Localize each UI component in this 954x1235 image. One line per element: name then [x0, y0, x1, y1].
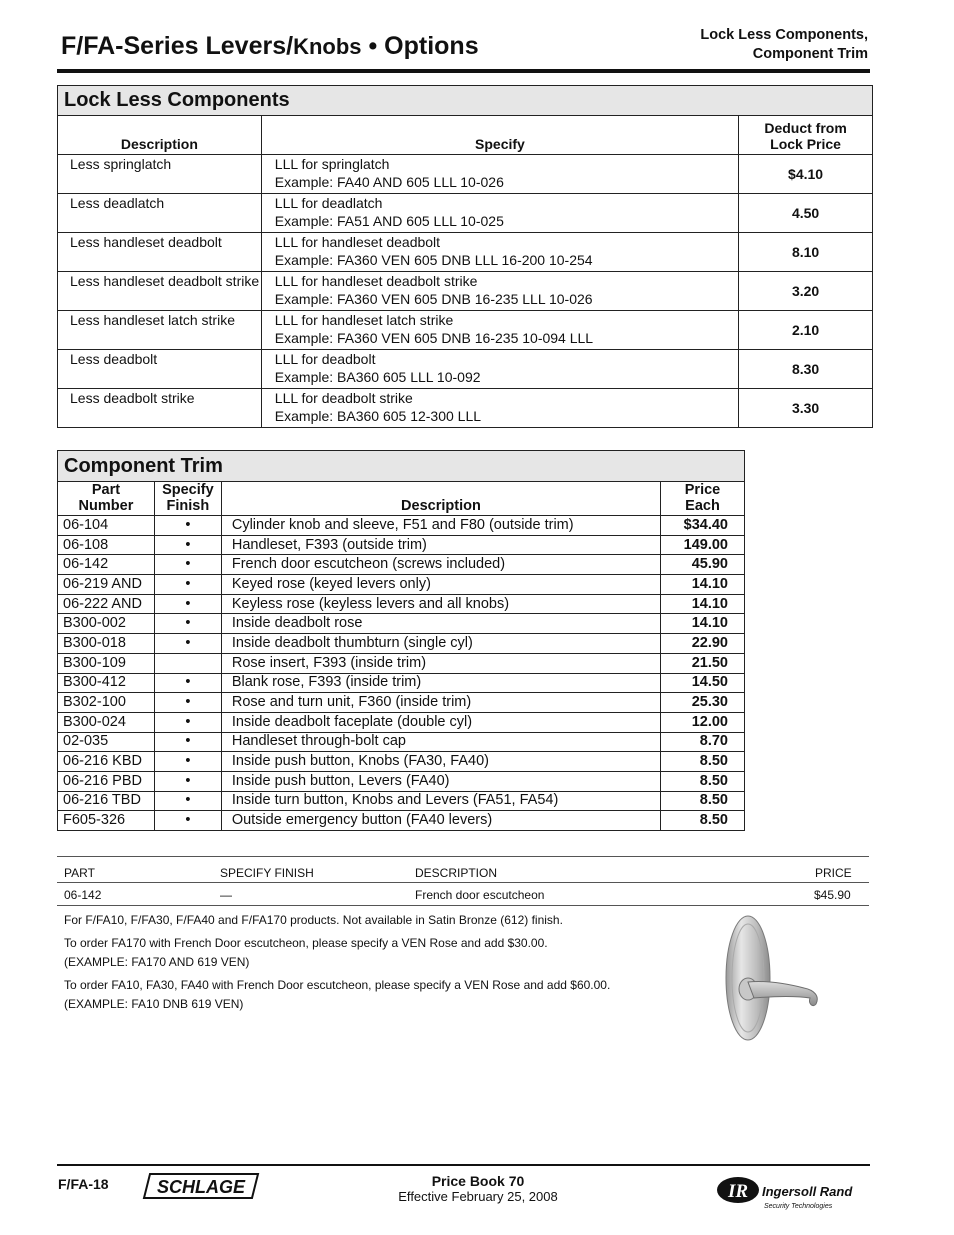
row-specify-finish: •	[154, 791, 221, 811]
footer-rule	[57, 1164, 870, 1166]
table-row	[58, 614, 745, 634]
row-part-number: B300-412	[58, 673, 155, 693]
row-price: 8.50	[661, 791, 745, 811]
table-row	[58, 155, 873, 194]
row-description: Outside emergency button (FA40 levers)	[221, 811, 660, 831]
row-specify-finish: •	[154, 752, 221, 772]
row-description: Inside deadbolt thumbturn (single cyl)	[221, 634, 660, 654]
rule	[57, 856, 869, 857]
row-description: Inside deadbolt rose	[221, 614, 660, 634]
row-description: Less handleset deadbolt strike	[58, 272, 262, 311]
schlage-logo	[140, 1171, 262, 1201]
row-specify: LLL for deadbolt Example: BA360 605 LLL 10-092	[261, 350, 738, 389]
row-price: 45.90	[661, 555, 745, 575]
ingersoll-rand-logo	[716, 1172, 866, 1212]
table-header-row	[58, 116, 873, 155]
page-number: F/FA-18	[58, 1176, 109, 1192]
table-row	[58, 594, 745, 614]
row-specify: LLL for handleset latch strike Example: FA360 VEN 605 DNB 16-235 10-094 LLL	[261, 311, 738, 350]
row-price: 8.50	[661, 771, 745, 791]
row-description: Cylinder knob and sleeve, F51 and F80 (outside trim)	[221, 516, 660, 536]
table-row	[58, 693, 745, 713]
row-specify-finish: •	[154, 516, 221, 536]
col-part: PART	[64, 866, 95, 880]
component-trim-title: Component Trim	[57, 450, 745, 481]
escutcheon-description: French door escutcheon	[415, 888, 545, 902]
col-specify-finish: Specify Finish	[154, 482, 221, 516]
row-specify-finish: •	[154, 771, 221, 791]
row-description: Rose and turn unit, F360 (inside trim)	[221, 693, 660, 713]
col-description: DESCRIPTION	[415, 866, 498, 880]
row-price: 25.30	[661, 693, 745, 713]
escutcheon-finish: —	[220, 888, 232, 902]
table-row	[58, 535, 745, 555]
table-header-row	[58, 482, 745, 516]
row-part-number: 06-222 AND	[58, 594, 155, 614]
header-rule	[57, 69, 870, 73]
row-specify-finish: •	[154, 614, 221, 634]
row-part-number: 06-142	[58, 555, 155, 575]
svg-text:Ingersoll Rand: Ingersoll Rand	[762, 1184, 853, 1199]
col-description: Description	[58, 116, 262, 155]
table-row	[58, 712, 745, 732]
row-deduct-price: $4.10	[739, 155, 873, 194]
row-part-number: B300-109	[58, 653, 155, 673]
table-row	[58, 272, 873, 311]
row-price: 22.90	[661, 634, 745, 654]
row-price: 8.50	[661, 811, 745, 831]
row-deduct-price: 3.30	[739, 389, 873, 428]
table-row	[58, 311, 873, 350]
row-description: Keyed rose (keyed levers only)	[221, 575, 660, 595]
row-part-number: B300-024	[58, 712, 155, 732]
col-description: Description	[221, 482, 660, 516]
escutcheon-part: 06-142	[64, 888, 102, 902]
col-price-each: Price Each	[661, 482, 745, 516]
effective-date: Effective February 25, 2008	[398, 1189, 558, 1204]
row-part-number: 02-035	[58, 732, 155, 752]
row-part-number: 06-216 KBD	[58, 752, 155, 772]
section-index-line1: Lock Less Components,	[700, 27, 868, 43]
col-specify: Specify	[261, 116, 738, 155]
row-price: $34.40	[661, 516, 745, 536]
row-description: Inside push button, Knobs (FA30, FA40)	[221, 752, 660, 772]
note: (EXAMPLE: FA10 DNB 619 VEN)	[64, 997, 244, 1011]
row-description: Inside deadbolt faceplate (double cyl)	[221, 712, 660, 732]
table-row	[58, 389, 873, 428]
row-specify-finish: •	[154, 555, 221, 575]
row-description: Keyless rose (keyless levers and all knobs)	[221, 594, 660, 614]
row-part-number: B302-100	[58, 693, 155, 713]
price-book-title: Price Book 70	[431, 1173, 525, 1189]
row-specify-finish: •	[154, 594, 221, 614]
row-part-number: 06-219 AND	[58, 575, 155, 595]
table-row	[58, 555, 745, 575]
table-row	[58, 791, 745, 811]
row-description: Less deadbolt	[58, 350, 262, 389]
col-deduct: Deduct from Lock Price	[739, 116, 873, 155]
svg-text:Security Technologies: Security Technologies	[764, 1203, 833, 1210]
table-row	[58, 233, 873, 272]
row-part-number: 06-108	[58, 535, 155, 555]
row-price: 14.10	[661, 575, 745, 595]
row-specify-finish: •	[154, 575, 221, 595]
component-trim-table	[57, 481, 745, 831]
row-part-number: 06-216 TBD	[58, 791, 155, 811]
row-specify: LLL for handleset deadbolt Example: FA360 VEN 605 DNB LLL 16-200 10-254	[261, 233, 738, 272]
lock-less-title: Lock Less Components	[57, 85, 873, 115]
row-part-number: B300-002	[58, 614, 155, 634]
row-specify-finish: •	[154, 634, 221, 654]
row-specify-finish: •	[154, 811, 221, 831]
table-row	[58, 732, 745, 752]
table-row	[58, 811, 745, 831]
row-specify-finish: •	[154, 673, 221, 693]
row-description: Handleset, F393 (outside trim)	[221, 535, 660, 555]
note: To order FA10, FA30, FA40 with French Door escutcheon, please specify a VEN Rose and add $60.00.	[64, 978, 611, 992]
row-description: Less springlatch	[58, 155, 262, 194]
row-price: 14.10	[661, 614, 745, 634]
col-specify-finish: SPECIFY FINISH	[220, 866, 314, 880]
row-description: Less deadbolt strike	[58, 389, 262, 428]
escutcheon-price: $45.90	[814, 888, 851, 902]
rule	[57, 882, 869, 883]
row-description: Blank rose, F393 (inside trim)	[221, 673, 660, 693]
table-row	[58, 752, 745, 772]
row-deduct-price: 4.50	[739, 194, 873, 233]
row-part-number: B300-018	[58, 634, 155, 654]
svg-text:IR: IR	[727, 1181, 749, 1202]
table-row	[58, 634, 745, 654]
row-deduct-price: 8.10	[739, 233, 873, 272]
row-description: French door escutcheon (screws included)	[221, 555, 660, 575]
row-description: Inside turn button, Knobs and Levers (FA51, FA54)	[221, 791, 660, 811]
row-description: Handleset through-bolt cap	[221, 732, 660, 752]
row-price: 12.00	[661, 712, 745, 732]
rule	[57, 905, 869, 906]
table-row	[58, 516, 745, 536]
row-description: Less handleset latch strike	[58, 311, 262, 350]
table-row	[58, 653, 745, 673]
row-part-number: 06-104	[58, 516, 155, 536]
row-description: Less handleset deadbolt	[58, 233, 262, 272]
section-index-line2: Component Trim	[752, 46, 868, 62]
row-deduct-price: 2.10	[739, 311, 873, 350]
row-deduct-price: 8.30	[739, 350, 873, 389]
row-description: Rose insert, F393 (inside trim)	[221, 653, 660, 673]
note: To order FA170 with French Door escutcheon, please specify a VEN Rose and add $30.00.	[64, 936, 548, 950]
notes	[64, 911, 610, 1014]
row-price: 14.50	[661, 673, 745, 693]
row-specify-finish	[154, 653, 221, 673]
table-row	[58, 194, 873, 233]
row-description: Inside push button, Levers (FA40)	[221, 771, 660, 791]
table-row	[58, 350, 873, 389]
row-part-number: F605-326	[58, 811, 155, 831]
svg-text:SCHLAGE: SCHLAGE	[156, 1177, 246, 1197]
row-specify: LLL for handleset deadbolt strike Example: FA360 VEN 605 DNB 16-235 LLL 10-026	[261, 272, 738, 311]
row-part-number: 06-216 PBD	[58, 771, 155, 791]
row-specify-finish: •	[154, 712, 221, 732]
row-specify-finish: •	[154, 732, 221, 752]
row-specify-finish: •	[154, 693, 221, 713]
row-deduct-price: 3.20	[739, 272, 873, 311]
escutcheon-lever-image	[718, 912, 830, 1046]
row-specify-finish: •	[154, 535, 221, 555]
row-description: Less deadlatch	[58, 194, 262, 233]
row-price: 8.50	[661, 752, 745, 772]
row-specify: LLL for deadbolt strike Example: BA360 605 12-300 LLL	[261, 389, 738, 428]
row-specify: LLL for springlatch Example: FA40 AND 605 LLL 10-026	[261, 155, 738, 194]
note: (EXAMPLE: FA170 AND 619 VEN)	[64, 955, 250, 969]
row-price: 8.70	[661, 732, 745, 752]
row-price: 14.10	[661, 594, 745, 614]
table-row	[58, 575, 745, 595]
row-price: 149.00	[661, 535, 745, 555]
note: For F/FA10, F/FA30, F/FA40 and F/FA170 products. Not available in Satin Bronze (612) finish.	[64, 913, 563, 927]
col-part-number: Part Number	[58, 482, 155, 516]
section-index	[700, 26, 868, 64]
price-book-info	[380, 1173, 576, 1204]
table-row	[58, 673, 745, 693]
row-specify: LLL for deadlatch Example: FA51 AND 605 LLL 10-025	[261, 194, 738, 233]
col-price: PRICE	[815, 866, 852, 880]
table-row	[58, 771, 745, 791]
page-title: F/FA-Series Levers/Knobs • Options	[61, 32, 479, 60]
lock-less-table	[57, 115, 873, 428]
row-price: 21.50	[661, 653, 745, 673]
